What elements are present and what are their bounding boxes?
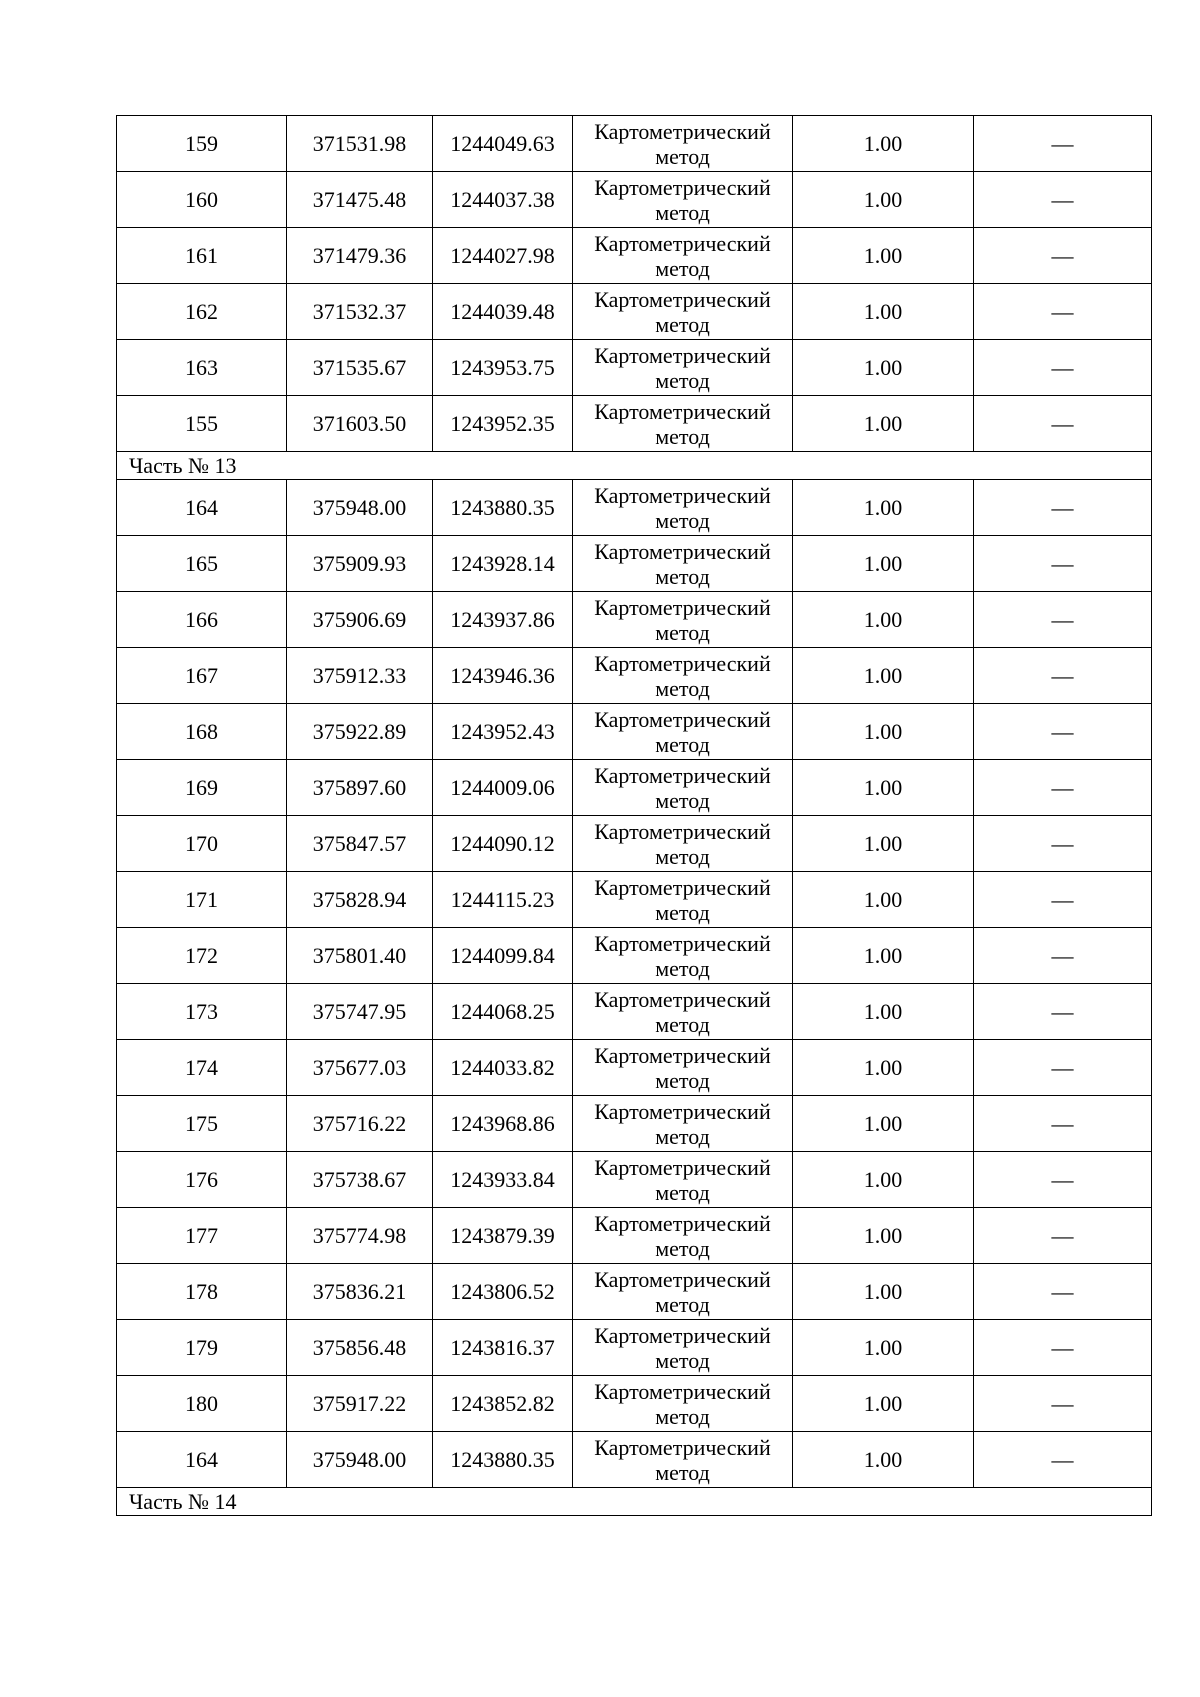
accuracy-cell: 1.00 [793,1152,974,1208]
note-cell: — [974,116,1152,172]
coord-x-cell: 375828.94 [287,872,433,928]
method-text: метод [655,199,710,225]
point-number-cell: 172 [117,928,287,984]
table-row [117,172,1152,228]
coord-y-cell: 1243968.86 [433,1096,573,1152]
note-cell: — [974,396,1152,452]
note-cell: — [974,1264,1152,1320]
method-text: Картометрический [594,538,771,564]
coord-x-cell: 375738.67 [287,1152,433,1208]
coord-y-cell: 1244099.84 [433,928,573,984]
note-cell: — [974,592,1152,648]
method-cell [573,1208,793,1264]
accuracy-cell: 1.00 [793,396,974,452]
coord-x-cell: 375716.22 [287,1096,433,1152]
accuracy-cell: 1.00 [793,1264,974,1320]
coord-y-cell: 1244039.48 [433,284,573,340]
method-text: метод [655,843,710,869]
point-number-cell: 170 [117,816,287,872]
coord-y-cell: 1244115.23 [433,872,573,928]
coord-y-cell: 1243937.86 [433,592,573,648]
accuracy-cell: 1.00 [793,872,974,928]
method-cell [573,928,793,984]
method-text: Картометрический [594,482,771,508]
coord-y-cell: 1244037.38 [433,172,573,228]
note-cell: — [974,1040,1152,1096]
point-number-cell: 177 [117,1208,287,1264]
table-row [117,928,1152,984]
accuracy-cell: 1.00 [793,984,974,1040]
method-text: метод [655,1067,710,1093]
point-number-cell: 160 [117,172,287,228]
coord-y-cell: 1243928.14 [433,536,573,592]
coord-x-cell: 371535.67 [287,340,433,396]
method-cell [573,396,793,452]
point-number-cell: 168 [117,704,287,760]
section-header: Часть № 13 [117,452,1152,480]
point-number-cell: 159 [117,116,287,172]
coord-x-cell: 375847.57 [287,816,433,872]
coord-y-cell: 1244027.98 [433,228,573,284]
method-text: Картометрический [594,762,771,788]
note-cell: — [974,1320,1152,1376]
note-cell: — [974,816,1152,872]
method-text: метод [655,899,710,925]
point-number-cell: 163 [117,340,287,396]
coord-x-cell: 375948.00 [287,1432,433,1488]
method-text: метод [655,955,710,981]
coordinates-table [116,115,1152,1516]
method-cell [573,760,793,816]
coord-x-cell: 375897.60 [287,760,433,816]
coord-x-cell: 371531.98 [287,116,433,172]
note-cell: — [974,1096,1152,1152]
method-cell [573,284,793,340]
method-cell [573,648,793,704]
table-row [117,228,1152,284]
accuracy-cell: 1.00 [793,340,974,396]
method-text: метод [655,563,710,589]
table-row [117,1152,1152,1208]
method-text: Картометрический [594,398,771,424]
method-text: метод [655,787,710,813]
note-cell: — [974,228,1152,284]
point-number-cell: 165 [117,536,287,592]
accuracy-cell: 1.00 [793,1208,974,1264]
point-number-cell: 179 [117,1320,287,1376]
method-text: Картометрический [594,874,771,900]
accuracy-cell: 1.00 [793,1376,974,1432]
coord-x-cell: 375747.95 [287,984,433,1040]
coord-x-cell: 375801.40 [287,928,433,984]
method-cell [573,116,793,172]
coord-x-cell: 371532.37 [287,284,433,340]
method-text: метод [655,367,710,393]
accuracy-cell: 1.00 [793,172,974,228]
accuracy-cell: 1.00 [793,284,974,340]
method-text: метод [655,1403,710,1429]
coord-y-cell: 1243816.37 [433,1320,573,1376]
accuracy-cell: 1.00 [793,648,974,704]
coord-x-cell: 371475.48 [287,172,433,228]
point-number-cell: 178 [117,1264,287,1320]
note-cell: — [974,704,1152,760]
accuracy-cell: 1.00 [793,1432,974,1488]
point-number-cell: 155 [117,396,287,452]
table-row [117,704,1152,760]
coord-x-cell: 375856.48 [287,1320,433,1376]
method-text: Картометрический [594,650,771,676]
coord-y-cell: 1244033.82 [433,1040,573,1096]
note-cell: — [974,984,1152,1040]
accuracy-cell: 1.00 [793,1320,974,1376]
method-cell [573,1264,793,1320]
table-row [117,984,1152,1040]
method-text: метод [655,507,710,533]
coord-x-cell: 375917.22 [287,1376,433,1432]
method-cell [573,1320,793,1376]
coord-y-cell: 1243953.75 [433,340,573,396]
method-text: Картометрический [594,1322,771,1348]
method-text: метод [655,619,710,645]
coord-x-cell: 375906.69 [287,592,433,648]
method-text: Картометрический [594,230,771,256]
method-text: Картометрический [594,1378,771,1404]
point-number-cell: 171 [117,872,287,928]
point-number-cell: 173 [117,984,287,1040]
note-cell: — [974,284,1152,340]
coord-x-cell: 371479.36 [287,228,433,284]
method-text: Картометрический [594,174,771,200]
table-row [117,872,1152,928]
method-cell [573,480,793,536]
method-cell [573,704,793,760]
point-number-cell: 164 [117,1432,287,1488]
accuracy-cell: 1.00 [793,228,974,284]
point-number-cell: 167 [117,648,287,704]
note-cell: — [974,340,1152,396]
note-cell: — [974,172,1152,228]
note-cell: — [974,872,1152,928]
method-cell [573,536,793,592]
point-number-cell: 175 [117,1096,287,1152]
method-cell [573,592,793,648]
table-row [117,480,1152,536]
accuracy-cell: 1.00 [793,1096,974,1152]
table-row [117,116,1152,172]
method-cell [573,1432,793,1488]
coord-x-cell: 375912.33 [287,648,433,704]
section-header: Часть № 14 [117,1488,1152,1516]
method-text: метод [655,311,710,337]
method-text: метод [655,1347,710,1373]
note-cell: — [974,928,1152,984]
accuracy-cell: 1.00 [793,116,974,172]
coord-x-cell: 375909.93 [287,536,433,592]
method-text: Картометрический [594,1154,771,1180]
accuracy-cell: 1.00 [793,536,974,592]
method-text: Картометрический [594,706,771,732]
point-number-cell: 174 [117,1040,287,1096]
coord-y-cell: 1243933.84 [433,1152,573,1208]
method-cell [573,816,793,872]
method-text: метод [655,1235,710,1261]
coord-x-cell: 375836.21 [287,1264,433,1320]
coord-y-cell: 1243880.35 [433,1432,573,1488]
table-row [117,816,1152,872]
table-row [117,340,1152,396]
table-row [117,396,1152,452]
method-text: Картометрический [594,118,771,144]
table-row [117,1432,1152,1488]
coord-y-cell: 1244049.63 [433,116,573,172]
method-text: метод [655,423,710,449]
coord-y-cell: 1243879.39 [433,1208,573,1264]
table-row [117,536,1152,592]
coord-y-cell: 1243952.43 [433,704,573,760]
coord-x-cell: 375677.03 [287,1040,433,1096]
coord-y-cell: 1243852.82 [433,1376,573,1432]
method-text: метод [655,1011,710,1037]
section-header-row [117,452,1152,480]
table-row [117,1096,1152,1152]
coord-y-cell: 1244068.25 [433,984,573,1040]
accuracy-cell: 1.00 [793,760,974,816]
coord-y-cell: 1244009.06 [433,760,573,816]
method-cell [573,340,793,396]
note-cell: — [974,480,1152,536]
point-number-cell: 169 [117,760,287,816]
method-text: метод [655,255,710,281]
note-cell: — [974,1376,1152,1432]
method-text: метод [655,675,710,701]
coord-x-cell: 375774.98 [287,1208,433,1264]
method-text: Картометрический [594,818,771,844]
method-text: Картометрический [594,1266,771,1292]
accuracy-cell: 1.00 [793,816,974,872]
table-row [117,1208,1152,1264]
method-text: метод [655,1291,710,1317]
point-number-cell: 161 [117,228,287,284]
note-cell: — [974,760,1152,816]
point-number-cell: 166 [117,592,287,648]
method-cell [573,1152,793,1208]
coord-x-cell: 375948.00 [287,480,433,536]
point-number-cell: 180 [117,1376,287,1432]
table-row [117,592,1152,648]
coord-y-cell: 1243880.35 [433,480,573,536]
note-cell: — [974,1208,1152,1264]
method-cell [573,1040,793,1096]
method-text: метод [655,143,710,169]
note-cell: — [974,648,1152,704]
table-row [117,1320,1152,1376]
table-row [117,1376,1152,1432]
method-cell [573,872,793,928]
method-text: метод [655,1123,710,1149]
method-cell [573,1376,793,1432]
method-cell [573,1096,793,1152]
note-cell: — [974,1432,1152,1488]
method-cell [573,984,793,1040]
method-text: Картометрический [594,286,771,312]
table-row [117,1264,1152,1320]
method-text: Картометрический [594,1210,771,1236]
method-text: Картометрический [594,930,771,956]
table-row [117,1040,1152,1096]
accuracy-cell: 1.00 [793,1040,974,1096]
note-cell: — [974,1152,1152,1208]
accuracy-cell: 1.00 [793,592,974,648]
coord-x-cell: 375922.89 [287,704,433,760]
accuracy-cell: 1.00 [793,704,974,760]
method-text: Картометрический [594,986,771,1012]
table-row [117,284,1152,340]
method-text: Картометрический [594,1434,771,1460]
method-text: метод [655,1179,710,1205]
coord-y-cell: 1243952.35 [433,396,573,452]
point-number-cell: 162 [117,284,287,340]
method-cell [573,172,793,228]
point-number-cell: 164 [117,480,287,536]
coord-y-cell: 1243806.52 [433,1264,573,1320]
coord-y-cell: 1243946.36 [433,648,573,704]
note-cell: — [974,536,1152,592]
method-text: метод [655,1459,710,1485]
coordinates-table-body [117,116,1152,1516]
method-text: метод [655,731,710,757]
accuracy-cell: 1.00 [793,928,974,984]
section-header-row [117,1488,1152,1516]
coord-y-cell: 1244090.12 [433,816,573,872]
accuracy-cell: 1.00 [793,480,974,536]
method-text: Картометрический [594,1042,771,1068]
table-row [117,648,1152,704]
method-cell [573,228,793,284]
point-number-cell: 176 [117,1152,287,1208]
table-row [117,760,1152,816]
coord-x-cell: 371603.50 [287,396,433,452]
method-text: Картометрический [594,594,771,620]
method-text: Картометрический [594,342,771,368]
method-text: Картометрический [594,1098,771,1124]
